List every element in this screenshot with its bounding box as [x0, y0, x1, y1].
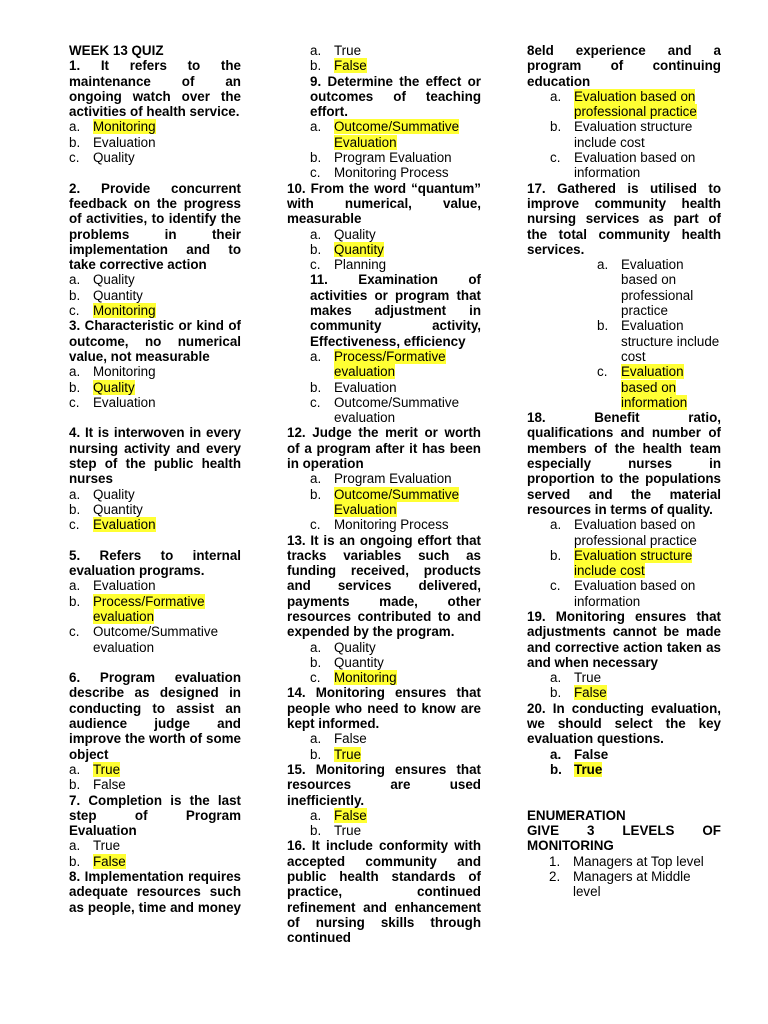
item-number: 1. — [549, 853, 561, 869]
answer-option — [550, 548, 721, 579]
option-letter: a. — [310, 471, 322, 487]
item-text: Managers at Middle level — [573, 869, 691, 900]
option-text: Quality — [93, 272, 135, 288]
option-letter: a. — [69, 272, 81, 288]
option-letter: c. — [69, 394, 80, 410]
option-letter: a. — [69, 761, 81, 777]
question-text: 6. Program evaluation describe as designed in conducting to assist an audience judge and improve the worth of some object — [69, 670, 241, 762]
option-letter: b. — [310, 150, 322, 166]
question-text: 17. Gathered is utilised to improve community health nursing services as part of the total community health services. — [527, 180, 721, 257]
question-text: 7. Completion is the last step of Program Evaluation — [69, 792, 241, 839]
answer-option — [550, 670, 721, 685]
highlighted-answer: Monitoring — [93, 303, 156, 319]
answer-option — [69, 777, 241, 792]
question-text: 10. From the word “quantum” with numerical, value, measurable — [287, 180, 481, 227]
option-letter: c. — [69, 303, 80, 319]
option-text: Planning — [334, 257, 387, 273]
answer-option — [69, 380, 241, 395]
option-letter: a. — [550, 517, 562, 533]
question-text: 14. Monitoring ensures that people who need to know are kept informed. — [287, 685, 481, 732]
highlighted-answer: True — [93, 761, 121, 777]
option-letter: b. — [310, 654, 322, 670]
option-text: False — [334, 731, 367, 747]
option-letter: a. — [310, 226, 322, 242]
option-text: Quality — [93, 150, 135, 166]
answer-option — [69, 364, 241, 379]
option-text: False — [574, 746, 609, 762]
question-text: 1. It refers to the maintenance of an ongoing watch over the activities of health service. — [69, 58, 241, 120]
answer-option — [69, 578, 241, 593]
question-text: 20. In conducting evaluation, we should select the key evaluation questions. — [527, 700, 721, 747]
option-letter: a. — [597, 257, 609, 273]
answer-option — [69, 517, 241, 532]
spacer — [527, 793, 721, 808]
option-letter: c. — [310, 670, 321, 686]
option-letter: a. — [310, 639, 322, 655]
answer-option — [597, 257, 721, 318]
option-text: Monitoring — [93, 364, 156, 380]
option-letter: b. — [69, 287, 81, 303]
option-letter: c. — [69, 150, 80, 166]
question-text: 8eld experience and a program of continuing education — [527, 43, 721, 89]
option-text: True — [334, 43, 362, 58]
highlighted-answer: Evaluation based on professional practice — [574, 88, 697, 120]
option-text: Evaluation based on professional practice — [621, 257, 694, 319]
question-text: 11. Examination of activities or program that makes adjustment in community activity, Effectiveness, efficiency — [310, 272, 481, 349]
answer-option — [310, 731, 481, 746]
option-letter: a. — [69, 486, 81, 502]
option-text: Quantity — [93, 287, 143, 303]
option-text: Quality — [334, 226, 376, 242]
option-text: Evaluation based on information — [574, 578, 696, 609]
option-letter: c. — [310, 165, 321, 181]
question-text: 13. It is an ongoing effort that tracks variables such as funding received, products and services delivered, payments made, other resources contributed to and expended by the program. — [287, 532, 481, 640]
spacer — [527, 777, 721, 792]
option-text: Evaluation based on professional practice — [574, 517, 697, 548]
enumeration-item — [549, 854, 721, 869]
option-letter: a. — [310, 807, 322, 823]
answer-option — [310, 487, 481, 518]
highlighted-answer: False — [334, 807, 367, 823]
highlighted-answer: False — [93, 853, 126, 869]
answer-option — [69, 838, 241, 853]
option-letter: c. — [69, 624, 80, 640]
highlighted-answer: Evaluation based on information — [621, 364, 688, 410]
answer-option — [69, 624, 241, 655]
option-text: Monitoring Process — [334, 517, 449, 533]
answer-option — [310, 517, 481, 532]
answer-option — [310, 471, 481, 486]
answer-option — [69, 487, 241, 502]
enumeration-item — [549, 869, 721, 900]
answer-option — [310, 808, 481, 823]
answer-option — [550, 578, 721, 609]
question-text: 15. Monitoring ensures that resources are used inefficiently. — [287, 761, 481, 808]
option-letter: b. — [69, 853, 81, 869]
option-text: True — [574, 670, 602, 686]
highlighted-answer: Evaluation structure include cost — [574, 547, 693, 579]
option-text: Evaluation based on information — [574, 150, 696, 181]
option-text: True — [93, 838, 121, 854]
spacer — [69, 655, 241, 670]
spacer — [69, 165, 241, 180]
option-letter: c. — [310, 517, 321, 533]
answer-option — [310, 119, 481, 150]
option-text: Program Evaluation — [334, 150, 452, 166]
highlighted-answer: Outcome/Summative Evaluation — [334, 119, 460, 150]
question-text: 4. It is interwoven in every nursing activity and every step of the public health nurses — [69, 425, 241, 487]
item-text: Managers at Top level — [573, 853, 704, 869]
question-text: 8. Implementation requires adequate resources such as people, time and money — [69, 869, 241, 915]
option-text: Evaluation structure include cost — [621, 318, 720, 364]
answer-option — [69, 272, 241, 287]
highlighted-answer: Monitoring — [334, 670, 397, 686]
column-3 — [527, 43, 721, 900]
highlighted-answer: Process/Formative evaluation — [334, 348, 446, 380]
option-letter: b. — [69, 134, 81, 150]
answer-option — [310, 670, 481, 685]
column-1 — [69, 43, 241, 915]
section-title: ENUMERATION — [527, 807, 626, 823]
answer-option — [69, 502, 241, 517]
option-letter: b. — [550, 685, 562, 701]
option-text: Quantity — [93, 501, 143, 517]
option-text: True — [334, 823, 362, 839]
question-text: 19. Monitoring ensures that adjustments cannot be made and corrective action taken as and when necessary — [527, 608, 721, 670]
option-text: Evaluation — [93, 394, 156, 410]
option-letter: a. — [550, 88, 562, 104]
option-letter: c. — [310, 257, 321, 273]
option-letter: b. — [310, 379, 322, 395]
answer-option — [69, 150, 241, 165]
highlighted-answer: Outcome/Summative Evaluation — [334, 486, 460, 517]
option-letter: b. — [310, 241, 322, 257]
option-text: Program Evaluation — [334, 471, 452, 487]
answer-option — [550, 150, 721, 181]
answer-option — [310, 58, 481, 73]
answer-option — [69, 119, 241, 134]
option-letter: b. — [69, 593, 81, 609]
option-letter: b. — [310, 58, 322, 74]
highlighted-answer: True — [574, 761, 603, 777]
option-letter: b. — [69, 379, 81, 395]
answer-option — [310, 165, 481, 180]
answer-option — [310, 242, 481, 257]
answer-option — [69, 288, 241, 303]
highlighted-answer: Quantity — [334, 241, 384, 257]
option-letter: a. — [550, 746, 562, 762]
answer-option — [597, 364, 721, 410]
answer-option — [69, 594, 241, 625]
item-number: 2. — [549, 869, 561, 885]
highlighted-answer: Evaluation — [93, 517, 156, 533]
answer-option — [69, 762, 241, 777]
option-text: Monitoring Process — [334, 165, 449, 181]
option-text: Quality — [93, 486, 135, 502]
option-letter: a. — [310, 731, 322, 747]
option-text: Evaluation — [334, 379, 397, 395]
option-text: Quantity — [334, 654, 384, 670]
highlighted-answer: False — [574, 685, 607, 701]
option-letter: a. — [69, 119, 81, 135]
option-letter: a. — [69, 364, 81, 380]
option-letter: b. — [69, 777, 81, 793]
answer-option — [310, 655, 481, 670]
option-letter: c. — [550, 150, 561, 166]
answer-option — [550, 685, 721, 700]
answer-option — [310, 380, 481, 395]
highlighted-answer: Process/Formative evaluation — [93, 593, 205, 624]
option-letter: c. — [310, 394, 321, 410]
option-letter: b. — [550, 761, 562, 777]
option-letter: b. — [310, 823, 322, 839]
option-letter: c. — [597, 364, 608, 380]
question-text: GIVE 3 LEVELS OF MONITORING — [527, 823, 721, 854]
highlighted-answer: Monitoring — [93, 119, 156, 135]
question-text: 18. Benefit ratio, qualifications and number of members of the health team especially nurses in proportion to the populations served and the material resources in terms of quality. — [527, 410, 721, 517]
answer-option — [69, 854, 241, 869]
answer-option — [310, 43, 481, 58]
option-letter: b. — [310, 746, 322, 762]
option-letter: b. — [597, 318, 609, 334]
option-text: Outcome/Summative evaluation — [93, 624, 219, 655]
answer-option — [310, 823, 481, 838]
column-2 — [287, 43, 481, 946]
answer-option — [69, 135, 241, 150]
answer-option — [550, 89, 721, 120]
answer-option — [310, 150, 481, 165]
answer-option — [69, 395, 241, 410]
answer-option — [597, 318, 721, 364]
option-text: Evaluation — [93, 134, 156, 150]
answer-option — [310, 227, 481, 242]
option-letter: b. — [69, 501, 81, 517]
answer-option — [550, 762, 721, 777]
answer-option — [550, 747, 721, 762]
option-letter: a. — [550, 670, 562, 686]
answer-option — [310, 395, 481, 426]
answer-option — [310, 747, 481, 762]
question-text: 9. Determine the effect or outcomes of teaching effort. — [310, 73, 481, 120]
option-letter: a. — [69, 578, 81, 594]
answer-option — [310, 257, 481, 272]
option-letter: c. — [550, 578, 561, 594]
question-text: 5. Refers to internal evaluation programs. — [69, 547, 241, 579]
highlighted-answer: Quality — [93, 379, 135, 395]
spacer — [69, 410, 241, 425]
answer-option — [310, 640, 481, 655]
question-text: 16. It include conformity with accepted community and public health standards of practice, continued refinement and enhancement of nursing skills through continued — [287, 838, 481, 946]
option-text: Quality — [334, 639, 376, 655]
answer-option — [310, 349, 481, 380]
option-text: Evaluation — [93, 578, 156, 594]
question-text: 12. Judge the merit or worth of a program after it has been in operation — [287, 425, 481, 472]
option-letter: b. — [550, 547, 562, 563]
option-letter: a. — [310, 119, 322, 135]
highlighted-answer: True — [334, 746, 362, 762]
highlighted-answer: False — [334, 58, 367, 74]
answer-option — [550, 517, 721, 548]
option-text: Outcome/Summative evaluation — [334, 394, 460, 426]
option-letter: b. — [310, 486, 322, 502]
option-text: Evaluation structure include cost — [574, 119, 693, 150]
spacer — [69, 533, 241, 548]
option-letter: c. — [69, 517, 80, 533]
option-letter: a. — [310, 43, 322, 58]
question-text: 2. Provide concurrent feedback on the progress of activities, to identify the problems in their implementation and to take corrective action — [69, 180, 241, 273]
section-title: WEEK 13 QUIZ — [69, 43, 164, 58]
answer-option — [69, 303, 241, 318]
option-text: False — [93, 777, 126, 793]
option-letter: a. — [69, 838, 81, 854]
answer-option — [550, 119, 721, 150]
question-text: 3. Characteristic or kind of outcome, no numerical value, not measurable — [69, 318, 241, 364]
option-letter: b. — [550, 119, 562, 135]
option-letter: a. — [310, 348, 322, 364]
